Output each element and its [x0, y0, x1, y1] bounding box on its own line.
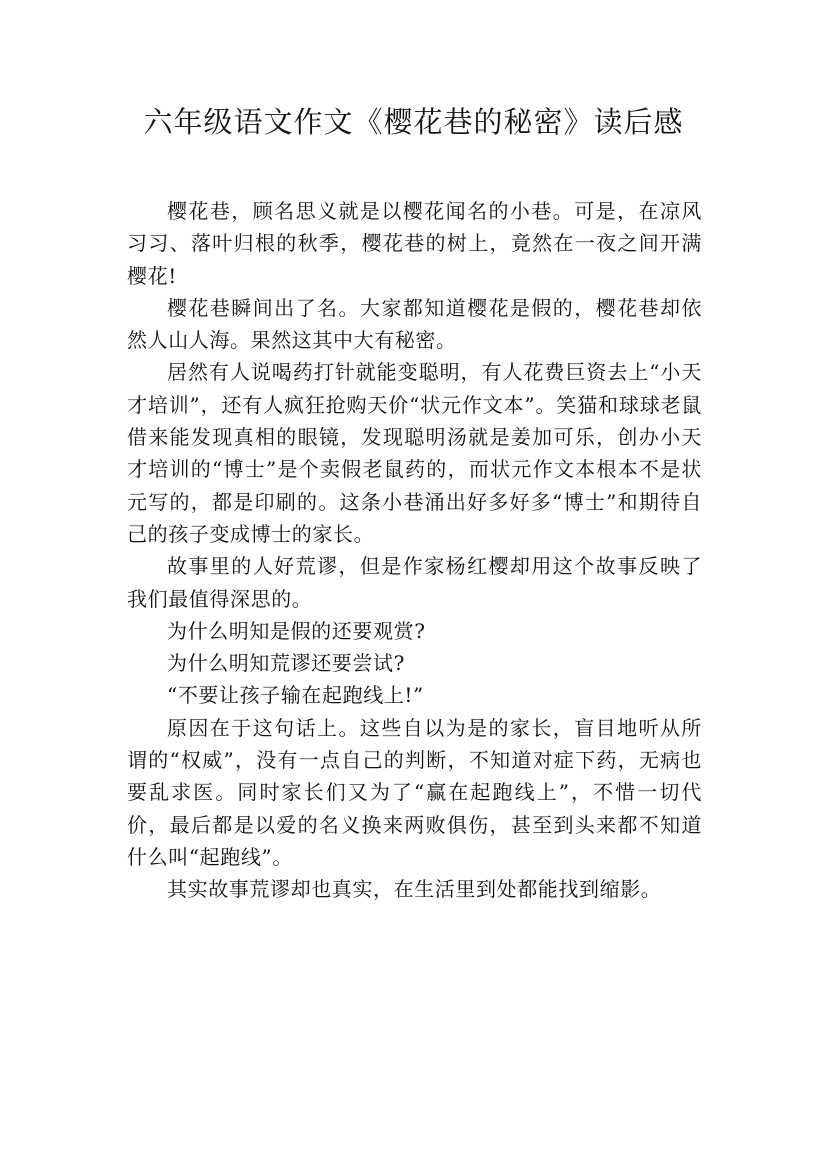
paragraph: 故事里的人好荒谬，但是作家杨红樱却用这个故事反映了我们最值得深思的。 — [127, 554, 702, 611]
paragraph: 其实故事荒谬却也真实，在生活里到处都能找到缩影。 — [167, 877, 662, 902]
paragraph: 原因在于这句话上。这些自以为是的家长，盲目地听从所谓的“权威”，没有一点自己的判断，不知道对症下药，无病也要乱求医。同时家长们又为了“赢在起跑线上”，不惜一切代价，最后都是以爱的名义换来两败俱伤，甚至到头来都不知道什么叫“起跑线”。 — [127, 715, 702, 869]
paragraph: 樱花巷瞬间出了名。大家都知道樱花是假的，樱花巷却依然人山人海。果然这其中大有秘密。 — [127, 295, 702, 353]
document-title: 六年级语文作文《樱花巷的秘密》读后感 — [143, 105, 684, 139]
paragraph: “不要让孩子输在起跑线上!” — [167, 683, 424, 708]
paragraph: 为什么明知是假的还要观赏? — [167, 618, 426, 643]
document-body — [127, 195, 702, 906]
paragraph: 为什么明知荒谬还要尝试? — [167, 651, 405, 676]
paragraph: 樱花巷，顾名思义就是以樱花闻名的小巷。可是，在凉风习习、落叶归根的秋季，樱花巷的树上，竟然在一夜之间开满樱花! — [127, 199, 702, 288]
paragraph: 居然有人说喝药打针就能变聪明，有人花费巨资去上“小天才培训”，还有人疯狂抢购天价“状元作文本”。笑猫和球球老鼠借来能发现真相的眼镜，发现聪明汤就是姜加可乐，创办小天才培训的“博士”是个卖假老鼠药的，而状元作文本根本不是状元写的，都是印刷的。这条小巷涌出好多好多“博士”和期待自己的孩子变成博士的家长。 — [127, 360, 702, 546]
